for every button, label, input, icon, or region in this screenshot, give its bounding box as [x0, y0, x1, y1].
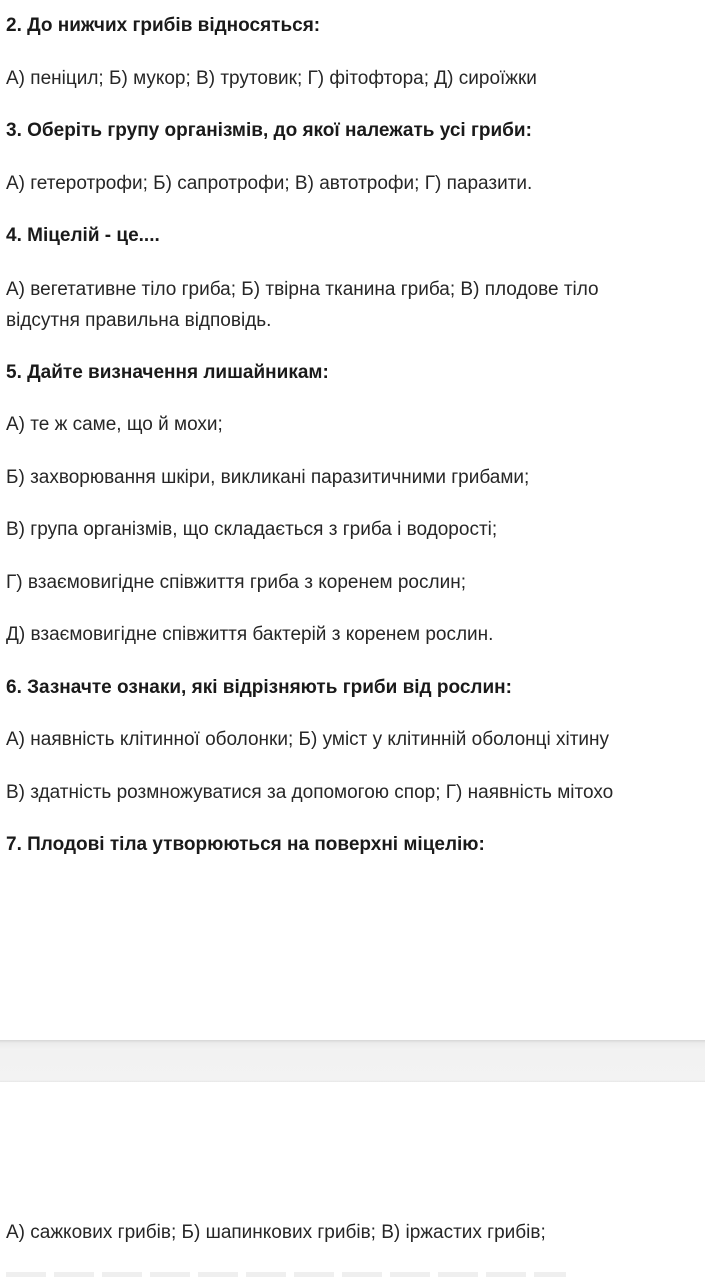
- document-page-2: [0, 1082, 705, 1277]
- question-7-title: 7. Плодові тіла утворюються на поверхні міцелію:: [6, 834, 485, 855]
- question-7-answers: А) сажкових грибів; Б) шапинкових грибів; В) іржастих грибів;: [6, 1222, 546, 1243]
- question-6-answers-line-2: В) здатність розмножуватися за допомогою спор; Г) наявність мітохо: [6, 782, 614, 803]
- question-3-answers: А) гетеротрофи; Б) сапротрофи; В) автотрофи; Г) паразити.: [6, 173, 533, 194]
- question-2-answers: А) пеніцил; Б) мукор; В) трутовик; Г) фітофтора; Д) сироїжки: [6, 68, 537, 89]
- question-5-title: 5. Дайте визначення лишайникам:: [6, 362, 329, 383]
- question-5-option-a: А) те ж саме, що й мохи;: [6, 414, 223, 435]
- question-4-title: 4. Міцелій - це....: [6, 225, 160, 246]
- question-4-answers-line-1: А) вегетативне тіло гриба; Б) твірна тканина гриба; В) плодове тіло: [6, 279, 599, 300]
- question-6-answers-line-1: А) наявність клітинної оболонки; Б) уміст у клітинній оболонці хітину: [6, 729, 610, 750]
- question-5-option-d: Г) взаємовигідне співжиття гриба з коренем рослин;: [6, 572, 466, 593]
- question-4-answers-line-2: відсутня правильна відповідь.: [6, 310, 272, 331]
- question-2-title: 2. До нижчих грибів відносяться:: [6, 15, 321, 36]
- question-5-option-b: Б) захворювання шкіри, викликані паразитичними грибами;: [6, 467, 530, 488]
- cut-off-text-line: [6, 1272, 566, 1277]
- question-5-option-e: Д) взаємовигідне співжиття бактерій з коренем рослин.: [6, 624, 494, 645]
- page-separator: [0, 1040, 705, 1082]
- question-3-title: 3. Оберіть групу організмів, до якої належать усі гриби:: [6, 120, 532, 141]
- question-5-option-c: В) група організмів, що складається з гриба і водорості;: [6, 519, 498, 540]
- question-6-title: 6. Зазначте ознаки, які відрізняють гриби від рослин:: [6, 677, 512, 698]
